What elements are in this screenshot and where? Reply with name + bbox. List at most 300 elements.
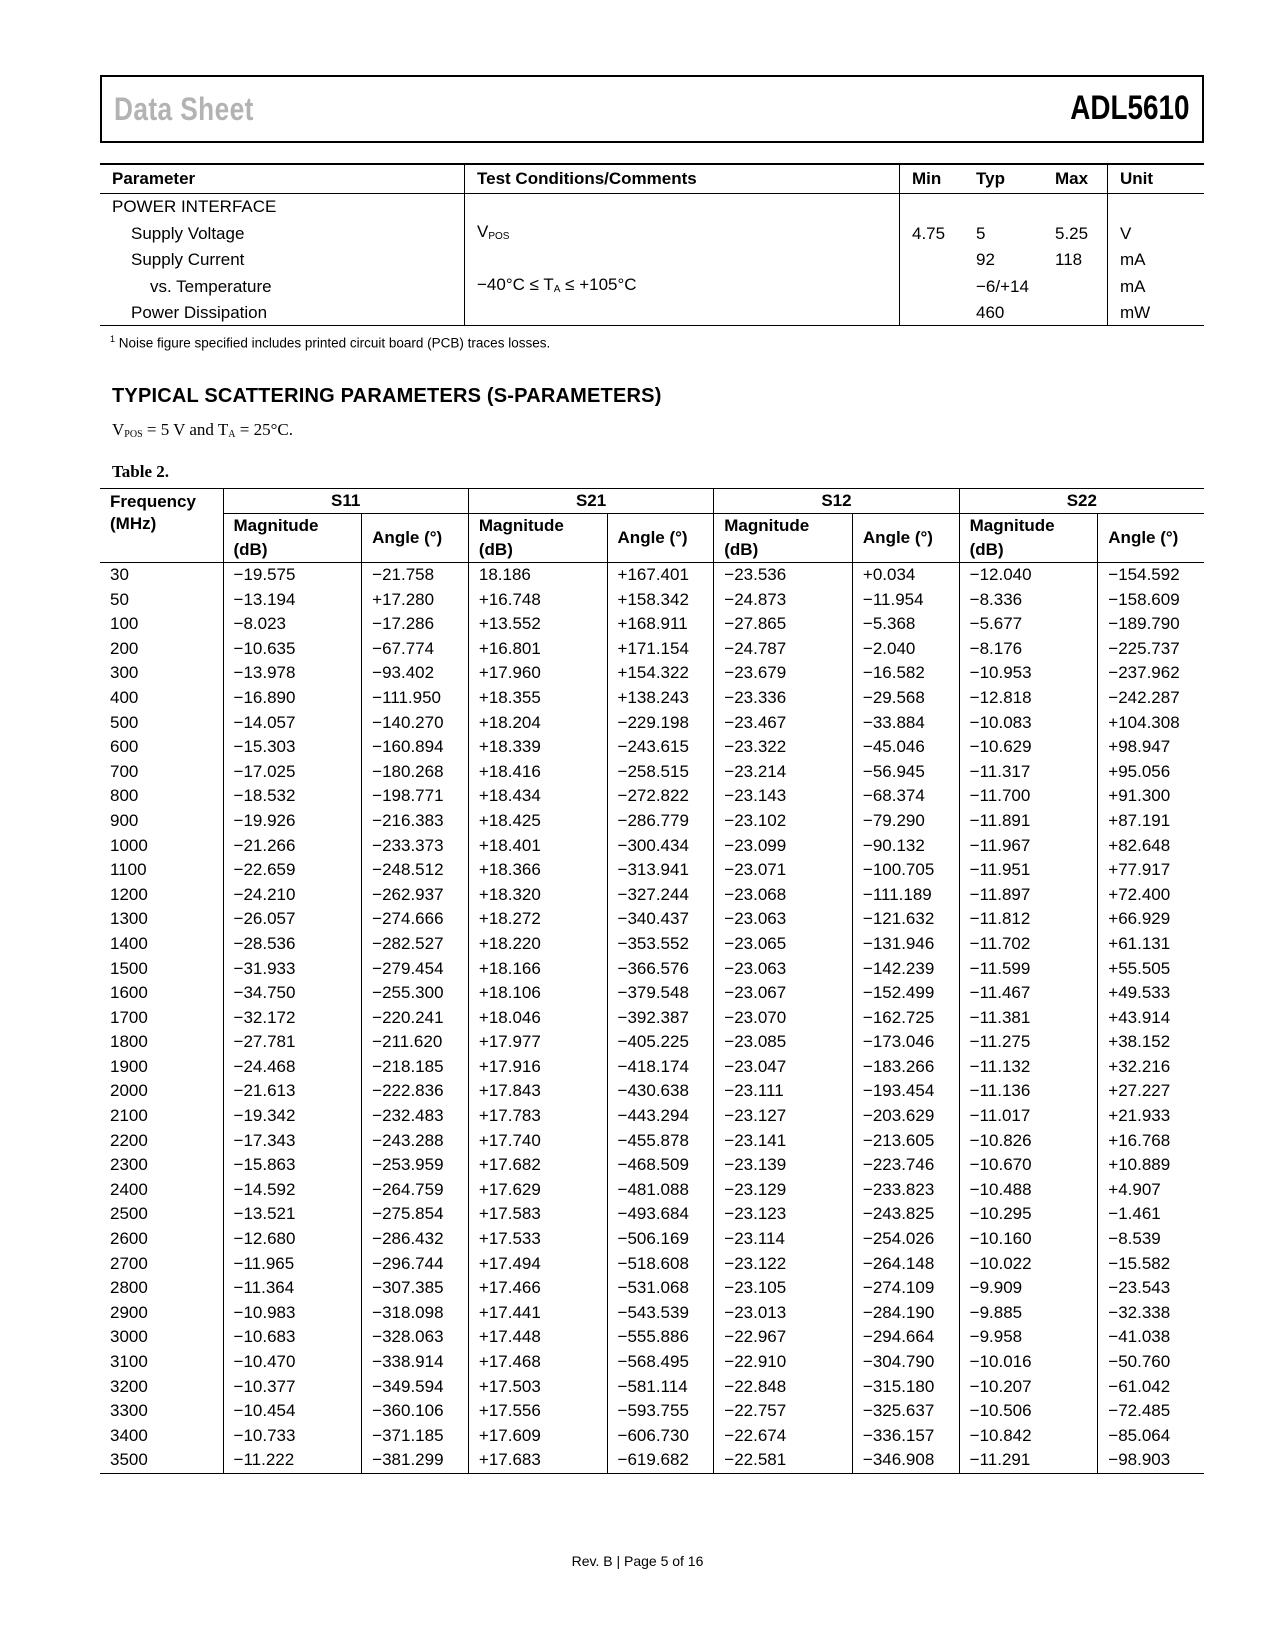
frequency-cell: 2900 [110,1302,148,1322]
s22-magnitude-cell: −11.967 [959,834,1098,859]
frequency-cell: 1700 [110,1007,148,1027]
table-row [100,1252,1204,1277]
s22-magnitude-cell: −11.897 [959,883,1098,908]
s21-angle-cell: −619.682 [607,1448,714,1473]
table-row [100,760,1204,785]
typ-cell [964,194,1043,220]
conditions-cell [465,219,900,247]
s22-magnitude-cell: −11.891 [959,809,1098,834]
frequency-cell: 1400 [110,933,148,953]
s21-angle-cell: −243.615 [607,735,714,760]
s22-angle-cell: −154.592 [1098,563,1204,588]
col-header-typ: Typ [964,164,1043,194]
table-row [100,932,1204,957]
conditions-subscript: POS [488,231,510,242]
s21-angle-cell: −430.638 [607,1079,714,1104]
s22-magnitude-cell: −11.132 [959,1055,1098,1080]
max-cell [1043,300,1108,326]
s21-magnitude-cell: +18.320 [468,883,607,908]
s21-angle-cell: −518.608 [607,1252,714,1277]
frequency-cell: 2000 [110,1081,148,1101]
s12-magnitude-cell: −23.122 [714,1252,853,1277]
frequency-cell: 700 [110,761,139,781]
group-header-row [100,489,1204,514]
table-row [100,1399,1204,1424]
footnote-text: Noise figure specified includes printed circuit board (PCB) traces losses. [115,335,551,351]
s22-angle-cell: −225.737 [1098,637,1204,662]
frequency-cell: 500 [110,712,139,732]
col-header-angle: Angle (°) [607,514,714,563]
s21-magnitude-cell: +17.556 [468,1399,607,1424]
s22-angle-cell: −98.903 [1098,1448,1204,1473]
table-row [100,834,1204,859]
conditions-subscript: A [228,429,236,440]
conditions-cell [465,272,900,300]
s21-angle-cell: +171.154 [607,637,714,662]
col-header-min: Min [900,164,965,194]
s21-angle-cell: −366.576 [607,957,714,982]
table-row [100,883,1204,908]
conditions-text: V [477,222,489,241]
s12-magnitude-cell: −22.910 [714,1350,853,1375]
s11-angle-cell: −318.098 [362,1301,469,1326]
s21-angle-cell: −493.684 [607,1202,714,1227]
s11-magnitude-cell: −28.536 [223,932,362,957]
s12-magnitude-cell: −23.065 [714,932,853,957]
s21-angle-cell: −443.294 [607,1104,714,1129]
s22-magnitude-cell: −10.506 [959,1399,1098,1424]
s22-magnitude-cell: −11.275 [959,1030,1098,1055]
s21-angle-cell: +167.401 [607,563,714,588]
s21-magnitude-cell: +17.783 [468,1104,607,1129]
s12-angle-cell: −336.157 [852,1424,959,1449]
s12-magnitude-cell: −23.063 [714,907,853,932]
s11-angle-cell: −216.383 [362,809,469,834]
s12-angle-cell: −162.725 [852,1006,959,1031]
unit-cell [1108,194,1205,220]
col-header-unit: Unit [1108,164,1205,194]
s12-angle-cell: −223.746 [852,1153,959,1178]
conditions-text: V [112,420,125,439]
s21-magnitude-cell: +17.629 [468,1178,607,1203]
s21-angle-cell: −455.878 [607,1129,714,1154]
s21-angle-cell: −506.169 [607,1227,714,1252]
footnote-marker: 1 [110,334,116,344]
table-row [100,1153,1204,1178]
s21-angle-cell: −272.822 [607,784,714,809]
s12-magnitude-cell: −23.114 [714,1227,853,1252]
s22-angle-cell: −32.338 [1098,1301,1204,1326]
s21-magnitude-cell: +17.960 [468,661,607,686]
typ-cell: −6/+14 [976,276,1029,296]
s22-magnitude-cell: −11.467 [959,981,1098,1006]
s22-angle-cell: +32.216 [1098,1055,1204,1080]
table-row [100,1325,1204,1350]
parameter-cell: POWER INTERFACE [100,194,465,220]
spec-row [100,219,1204,247]
s21-magnitude-cell: +17.441 [468,1301,607,1326]
s22-magnitude-cell: −9.909 [959,1276,1098,1301]
table-row [100,563,1204,588]
s21-magnitude-cell: +17.683 [468,1448,607,1473]
s22-magnitude-cell: −11.291 [959,1448,1098,1473]
conditions-cell [465,194,900,220]
unit-cell: V [1120,223,1132,243]
s21-magnitude-cell: +17.682 [468,1153,607,1178]
s11-angle-cell: −349.594 [362,1375,469,1400]
col-header-angle: Angle (°) [852,514,959,563]
group-header-s12: S12 [714,489,959,514]
s12-angle-cell: −203.629 [852,1104,959,1129]
s-parameters-table [100,488,1204,1474]
s22-magnitude-cell: −10.160 [959,1227,1098,1252]
s12-angle-cell: −325.637 [852,1399,959,1424]
s12-magnitude-cell: −23.067 [714,981,853,1006]
s-parameters-body [100,563,1204,1474]
s12-angle-cell: −121.632 [852,907,959,932]
s22-angle-cell: +4.907 [1098,1178,1204,1203]
frequency-cell: 3000 [110,1327,148,1347]
s11-magnitude-cell: −31.933 [223,957,362,982]
s21-angle-cell: −229.198 [607,711,714,736]
s21-magnitude-cell: +13.552 [468,612,607,637]
col-header-conditions: Test Conditions/Comments [465,164,900,194]
s22-magnitude-cell: −11.136 [959,1079,1098,1104]
s11-magnitude-cell: −19.342 [223,1104,362,1129]
s21-magnitude-cell: +17.977 [468,1030,607,1055]
s22-magnitude-cell: −11.812 [959,907,1098,932]
s21-angle-cell: −405.225 [607,1030,714,1055]
s12-magnitude-cell: −22.848 [714,1375,853,1400]
s21-angle-cell: −606.730 [607,1424,714,1449]
table-row [100,1202,1204,1227]
s22-angle-cell: +91.300 [1098,784,1204,809]
s21-angle-cell: −258.515 [607,760,714,785]
table-row [100,1030,1204,1055]
s12-magnitude-cell: −23.141 [714,1129,853,1154]
spec-header-row [100,164,1204,194]
s12-magnitude-cell: −22.674 [714,1424,853,1449]
s11-magnitude-cell: −21.266 [223,834,362,859]
col-header-parameter: Parameter [100,164,465,194]
s12-angle-cell: −294.664 [852,1325,959,1350]
s22-angle-cell: −41.038 [1098,1325,1204,1350]
frequency-cell: 30 [110,565,129,584]
group-header-s21: S21 [468,489,713,514]
s12-angle-cell: −68.374 [852,784,959,809]
typ-cell: 92 [976,250,995,269]
s22-angle-cell: +27.227 [1098,1079,1204,1104]
frequency-cell: 2800 [110,1278,148,1298]
s12-magnitude-cell: −23.679 [714,661,853,686]
table-row [100,1448,1204,1473]
s21-angle-cell: −543.539 [607,1301,714,1326]
s11-angle-cell: −243.288 [362,1129,469,1154]
frequency-label: Frequency [110,492,196,511]
spec-row [100,247,1204,272]
unit-cell: mW [1108,300,1205,326]
frequency-cell: 2100 [110,1106,148,1126]
s21-angle-cell: −313.941 [607,858,714,883]
sub-header-row [100,514,1204,563]
s11-angle-cell: −248.512 [362,858,469,883]
frequency-cell: 900 [110,810,139,830]
typ-cell: 460 [964,300,1043,326]
s22-angle-cell: −23.543 [1098,1276,1204,1301]
s11-magnitude-cell: −13.194 [223,588,362,613]
col-header-magnitude: Magnitude (dB) [959,514,1098,563]
s11-angle-cell: −381.299 [362,1448,469,1473]
col-header-angle: Angle (°) [1098,514,1204,563]
s12-magnitude-cell: −22.967 [714,1325,853,1350]
table-row [100,1104,1204,1129]
s11-magnitude-cell: −10.377 [223,1375,362,1400]
frequency-cell: 600 [110,737,139,757]
s11-magnitude-cell: −11.222 [223,1448,362,1473]
s11-magnitude-cell: −24.468 [223,1055,362,1080]
document-type-label: Data Sheet [114,91,254,127]
min-cell: 4.75 [912,223,946,243]
s22-angle-cell: +49.533 [1098,981,1204,1006]
table-row [100,661,1204,686]
s22-magnitude-cell: −11.017 [959,1104,1098,1129]
s12-angle-cell: −11.954 [852,588,959,613]
s21-magnitude-cell: +18.355 [468,686,607,711]
group-header-s11: S11 [223,489,468,514]
s12-magnitude-cell: −23.467 [714,711,853,736]
s22-magnitude-cell: −11.702 [959,932,1098,957]
s21-angle-cell: +154.322 [607,661,714,686]
frequency-unit: (MHz) [110,514,157,533]
table-row [100,1178,1204,1203]
table-row [100,735,1204,760]
frequency-cell: 50 [110,589,129,609]
spec-row [100,272,1204,300]
s22-magnitude-cell: −11.700 [959,784,1098,809]
s11-angle-cell: −233.373 [362,834,469,859]
s21-magnitude-cell: +18.272 [468,907,607,932]
s12-magnitude-cell: −23.070 [714,1006,853,1031]
s12-angle-cell: −304.790 [852,1350,959,1375]
s11-angle-cell: −338.914 [362,1350,469,1375]
frequency-cell: 1800 [110,1032,148,1052]
s11-angle-cell: −282.527 [362,932,469,957]
s11-magnitude-cell: −17.343 [223,1129,362,1154]
s11-magnitude-cell: −14.057 [223,711,362,736]
frequency-cell: 800 [110,786,139,806]
s11-angle-cell: −17.286 [362,612,469,637]
s22-magnitude-cell: −10.207 [959,1375,1098,1400]
s12-magnitude-cell: −23.071 [714,858,853,883]
s11-angle-cell: −328.063 [362,1325,469,1350]
frequency-cell: 2400 [110,1179,148,1199]
conditions-subscript: POS [124,429,143,440]
s11-angle-cell: −67.774 [362,637,469,662]
s21-magnitude-cell: 18.186 [468,563,607,588]
conditions-text: = 25°C. [235,420,293,439]
s11-magnitude-cell: −32.172 [223,1006,362,1031]
s11-angle-cell: −220.241 [362,1006,469,1031]
max-cell [1043,194,1108,220]
s11-magnitude-cell: −13.978 [223,661,362,686]
s22-magnitude-cell: −10.022 [959,1252,1098,1277]
s21-magnitude-cell: +16.748 [468,588,607,613]
s12-magnitude-cell: −23.214 [714,760,853,785]
s21-magnitude-cell: +17.533 [468,1227,607,1252]
test-conditions [112,420,293,440]
s21-magnitude-cell: +18.425 [468,809,607,834]
s21-angle-cell: −300.434 [607,834,714,859]
group-header-s22: S22 [959,489,1204,514]
s22-magnitude-cell: −11.951 [959,858,1098,883]
s21-magnitude-cell: +18.366 [468,858,607,883]
s22-magnitude-cell: −11.317 [959,760,1098,785]
s12-magnitude-cell: −23.322 [714,735,853,760]
s22-magnitude-cell: −10.953 [959,661,1098,686]
s12-angle-cell: −111.189 [852,883,959,908]
s21-magnitude-cell: +18.204 [468,711,607,736]
s21-angle-cell: −581.114 [607,1375,714,1400]
s11-magnitude-cell: −12.680 [223,1227,362,1252]
s11-magnitude-cell: −15.863 [223,1153,362,1178]
s11-magnitude-cell: −24.210 [223,883,362,908]
s21-magnitude-cell: +18.434 [468,784,607,809]
s12-magnitude-cell: −23.336 [714,686,853,711]
s21-angle-cell: −593.755 [607,1399,714,1424]
s12-angle-cell: −243.825 [852,1202,959,1227]
s22-angle-cell: −72.485 [1098,1399,1204,1424]
s22-angle-cell: −50.760 [1098,1350,1204,1375]
s12-angle-cell: −284.190 [852,1301,959,1326]
s12-angle-cell: −213.605 [852,1129,959,1154]
s12-angle-cell: −90.132 [852,834,959,859]
s12-magnitude-cell: −23.536 [714,563,853,588]
s11-magnitude-cell: −16.890 [223,686,362,711]
s22-angle-cell: +10.889 [1098,1153,1204,1178]
s12-magnitude-cell: −27.865 [714,612,853,637]
s21-magnitude-cell: +17.466 [468,1276,607,1301]
s21-magnitude-cell: +17.468 [468,1350,607,1375]
s21-magnitude-cell: +17.503 [468,1375,607,1400]
table-row [100,858,1204,883]
s21-angle-cell: +168.911 [607,612,714,637]
col-header-max: Max [1043,164,1108,194]
parameter-cell: Supply Current [100,247,465,272]
max-cell: 118 [1043,247,1108,272]
s22-magnitude-cell: −8.176 [959,637,1098,662]
s22-magnitude-cell: −11.599 [959,957,1098,982]
s11-magnitude-cell: −13.521 [223,1202,362,1227]
s11-angle-cell: −262.937 [362,883,469,908]
s12-magnitude-cell: −23.111 [714,1079,853,1104]
table-row [100,1079,1204,1104]
s11-magnitude-cell: −22.659 [223,858,362,883]
s11-angle-cell: −21.758 [362,563,469,588]
table-row [100,907,1204,932]
s11-angle-cell: −140.270 [362,711,469,736]
s12-magnitude-cell: −23.013 [714,1301,853,1326]
table-row [100,1227,1204,1252]
s22-magnitude-cell: −5.677 [959,612,1098,637]
s21-magnitude-cell: +18.416 [468,760,607,785]
s22-angle-cell: +77.917 [1098,858,1204,883]
page-header [100,75,1204,143]
s11-angle-cell: −279.454 [362,957,469,982]
table-row [100,1276,1204,1301]
s22-angle-cell: −61.042 [1098,1375,1204,1400]
min-cell [900,194,965,220]
s11-angle-cell: −160.894 [362,735,469,760]
unit-cell: mA [1120,276,1146,296]
s11-angle-cell: −198.771 [362,784,469,809]
s12-magnitude-cell: −23.068 [714,883,853,908]
unit-cell: mA [1120,250,1146,269]
table-row [100,637,1204,662]
frequency-cell: 100 [110,614,139,634]
s22-magnitude-cell: −10.826 [959,1129,1098,1154]
frequency-cell: 1200 [110,884,148,904]
table-row [100,809,1204,834]
s12-magnitude-cell: −23.143 [714,784,853,809]
s12-angle-cell: −5.368 [852,612,959,637]
s22-magnitude-cell: −10.016 [959,1350,1098,1375]
frequency-cell: 1300 [110,909,148,929]
s22-magnitude-cell: −10.295 [959,1202,1098,1227]
frequency-cell: 1500 [110,958,148,978]
s21-angle-cell: −531.068 [607,1276,714,1301]
s21-magnitude-cell: +18.166 [468,957,607,982]
s22-angle-cell: −158.609 [1098,588,1204,613]
s12-angle-cell: −16.582 [852,661,959,686]
col-header-magnitude: Magnitude (dB) [468,514,607,563]
table-row [100,1129,1204,1154]
table-row [100,1301,1204,1326]
col-header-magnitude: Magnitude (dB) [223,514,362,563]
s21-magnitude-cell: +17.916 [468,1055,607,1080]
min-cell [900,300,965,326]
s12-angle-cell: −183.266 [852,1055,959,1080]
s21-magnitude-cell: +17.609 [468,1424,607,1449]
s12-magnitude-cell: −23.047 [714,1055,853,1080]
s21-magnitude-cell: +17.448 [468,1325,607,1350]
s12-magnitude-cell: −23.127 [714,1104,853,1129]
s11-angle-cell: −274.666 [362,907,469,932]
s12-magnitude-cell: −23.129 [714,1178,853,1203]
s22-angle-cell: −85.064 [1098,1424,1204,1449]
s11-angle-cell: −180.268 [362,760,469,785]
s11-angle-cell: −286.432 [362,1227,469,1252]
s21-magnitude-cell: +18.401 [468,834,607,859]
s12-magnitude-cell: −24.873 [714,588,853,613]
table-row [100,711,1204,736]
s11-angle-cell: −264.759 [362,1178,469,1203]
s21-angle-cell: −327.244 [607,883,714,908]
frequency-cell: 3100 [110,1352,148,1371]
s22-angle-cell: +21.933 [1098,1104,1204,1129]
s11-angle-cell: −255.300 [362,981,469,1006]
s22-angle-cell: +55.505 [1098,957,1204,982]
s22-magnitude-cell: −8.336 [959,588,1098,613]
s11-angle-cell: −360.106 [362,1399,469,1424]
conditions-cell [465,247,900,272]
s22-angle-cell: −15.582 [1098,1252,1204,1277]
s21-magnitude-cell: +18.106 [468,981,607,1006]
col-header-magnitude: Magnitude (dB) [714,514,853,563]
table-row [100,784,1204,809]
s12-angle-cell: −152.499 [852,981,959,1006]
s12-angle-cell: −79.290 [852,809,959,834]
frequency-cell: 3400 [110,1425,148,1445]
